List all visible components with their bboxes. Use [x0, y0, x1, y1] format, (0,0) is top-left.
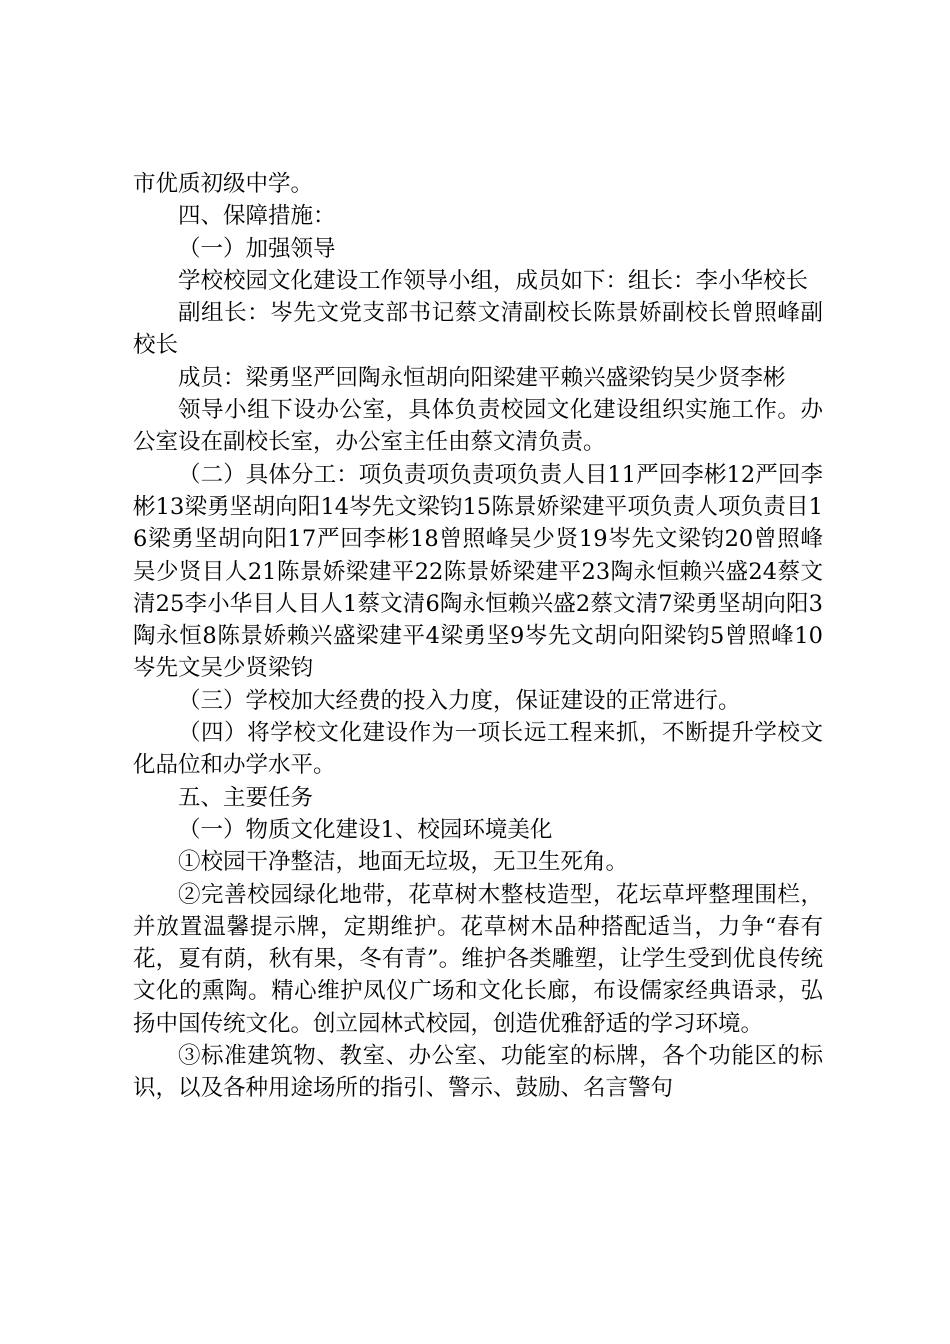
- paragraph-continuation: 市优质初级中学。: [133, 171, 314, 197]
- paragraph-office: 领导小组下设办公室，具体负责校园文化建设组织实施工作。办公室设在副校长室，办公室主任由蔡文清负责。: [133, 397, 823, 456]
- paragraph-funding: （三）学校加大经费的投入力度，保证建设的正常进行。: [178, 687, 741, 714]
- list-item-clean-campus: ①校园干净整洁，地面无垃圾，无卫生死角。: [178, 849, 629, 876]
- paragraph-members: 成员：梁勇坚严回陶永恒胡向阳梁建平赖兴盛梁钧吴少贤李彬: [178, 364, 786, 391]
- list-item-signage: ③标准建筑物、教室、办公室、功能室的标牌，各个功能区的标识，以及各种用途场所的指引、警示、鼓励、名言警句: [133, 1043, 823, 1102]
- subheading-material-culture: （一）物质文化建设1、校园环境美化: [178, 816, 553, 843]
- paragraph-long-term: （四）将学校文化建设作为一项长远工程来抓，不断提升学校文化品位和办学水平。: [133, 720, 823, 779]
- subheading-leadership: （一）加强领导: [178, 235, 336, 262]
- document-body: [133, 168, 823, 1105]
- section-heading-main-tasks: 五、主要任务: [178, 784, 314, 811]
- paragraph-division-of-labor: （二）具体分工：项负责项负责项负责人目11严回李彬12严回李彬13梁勇坚胡向阳14岑先文梁钧15陈景娇梁建平项负责人项负责目16梁勇坚胡向阳17严回李彬18曾照峰吴少贤19岑先文梁钧20曾照峰吴少贤目人21陈景娇梁建平22陈景娇梁建平23陶永恒赖兴盛24蔡文清25李小华目人目人1蔡文清6陶永恒赖兴盛2蔡文清7梁勇坚胡向阳3陶永恒8陈景娇赖兴盛梁建平4梁勇坚9岑先文胡向阳梁钧5曾照峰10岑先文吴少贤梁钧: [133, 461, 823, 682]
- section-heading-safeguards: 四、保障措施：: [178, 203, 336, 230]
- list-item-greening: ②完善校园绿化地带，花草树木整枝造型，花坛草坪整理围栏，并放置温馨提示牌，定期维护。花草树木品种搭配适当，力争“春有花，夏有荫，秋有果，冬有青”。维护各类雕塑，让学生受到优良传统文化的熏陶。精心维护凤仪广场和文化长廊，布设儒家经典语录，弘扬中国传统文化。创立园林式校园，创造优雅舒适的学习环境。: [133, 881, 823, 1037]
- paragraph-deputy-leaders: 副组长：岑先文党支部书记蔡文清副校长陈景娇副校长曾照峰副校长: [133, 300, 823, 359]
- paragraph-leader-group: 学校校园文化建设工作领导小组，成员如下：组长：李小华校长: [178, 267, 809, 294]
